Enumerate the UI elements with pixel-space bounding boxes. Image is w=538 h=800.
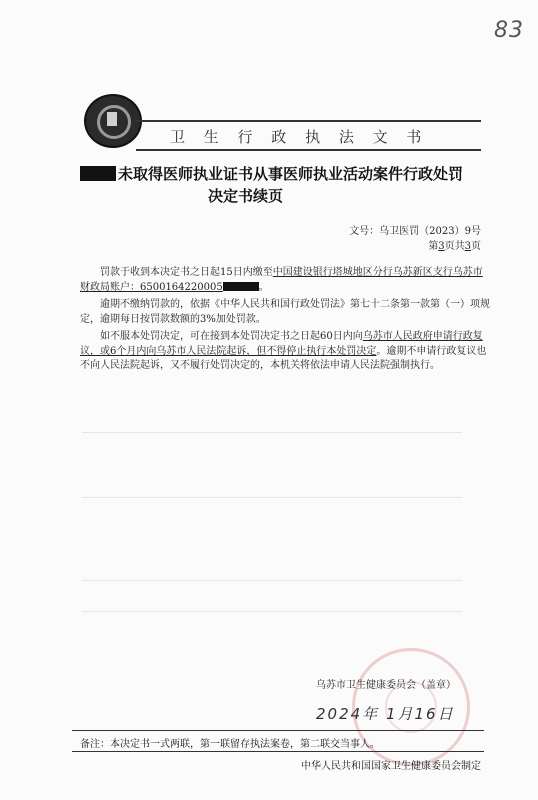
remarks-note: 备注：本决定书一式两联，第一联留存执法案卷，第二联交当事人。 — [80, 739, 380, 750]
bank-account: 中国建设银行塔城地区分行乌苏新区支行乌苏市财政局账户：6500164220005 — [80, 267, 483, 293]
paragraph-late-penalty: 逾期不缴纳罚款的，依据《中华人民共和国行政处罚法》第七十二条第一款第（一）项规定，逾期每日按罚款数额的3%加处罚款。 — [80, 299, 490, 325]
header-title: 卫 生 行 政 执 法 文 书 — [170, 128, 429, 146]
bleed-through-line — [82, 432, 462, 433]
redacted-account-digits — [223, 282, 259, 291]
document-body — [80, 266, 490, 377]
handwritten-page-number: 83 — [494, 18, 524, 43]
paragraph-appeal: 如不服本处罚决定，可在接到本处罚决定书之日起60日内向乌苏市人民政府申请行政复议，或6个月内向乌苏市人民法院起诉，但不得停止执行本处罚决定。逾期不申请行政复议也不向人民法院起诉，又不履行处罚决定的，本机关将依法申请人民法院强制执行。 — [80, 331, 487, 371]
footer-issuer: 中华人民共和国国家卫生健康委员会制定 — [301, 761, 481, 772]
document-number-block — [349, 224, 481, 254]
note-top-rule — [72, 730, 484, 731]
header-top-rule — [136, 120, 481, 122]
paragraph-payment: 罚款于收到本决定书之日起15日内缴至中国建设银行塔城地区分行乌苏新区支行乌苏市财政局账户：6500164220005 。 — [80, 267, 483, 293]
current-page: 3 — [438, 241, 445, 252]
bleed-through-line — [82, 611, 462, 612]
appeal-channels: 乌苏市人民政府申请行政复议，或6个月内向乌苏市人民法院起诉，但不得停止执行本处罚决定 — [80, 331, 483, 357]
header-bottom-rule — [136, 149, 481, 151]
bleed-through-line — [82, 580, 462, 581]
page-indicator: 第3页共3页 — [428, 241, 481, 252]
bleed-through-line — [82, 497, 462, 498]
redacted-name — [80, 166, 116, 181]
handwritten-date: 2024年 1月16日 — [316, 705, 455, 723]
note-bottom-rule — [72, 751, 484, 752]
document-number: 文号：乌卫医罚（2023）9号 — [349, 226, 481, 237]
title-line-2: 决定书续页 — [208, 187, 284, 205]
total-pages: 3 — [464, 241, 471, 252]
title-line-1: 未取得医师执业证书从事医师执业活动案件行政处罚 — [118, 165, 464, 183]
health-emblem-logo — [84, 94, 142, 148]
issuing-authority: 乌苏市卫生健康委员会（盖章） — [316, 680, 456, 691]
document-title — [80, 163, 500, 207]
